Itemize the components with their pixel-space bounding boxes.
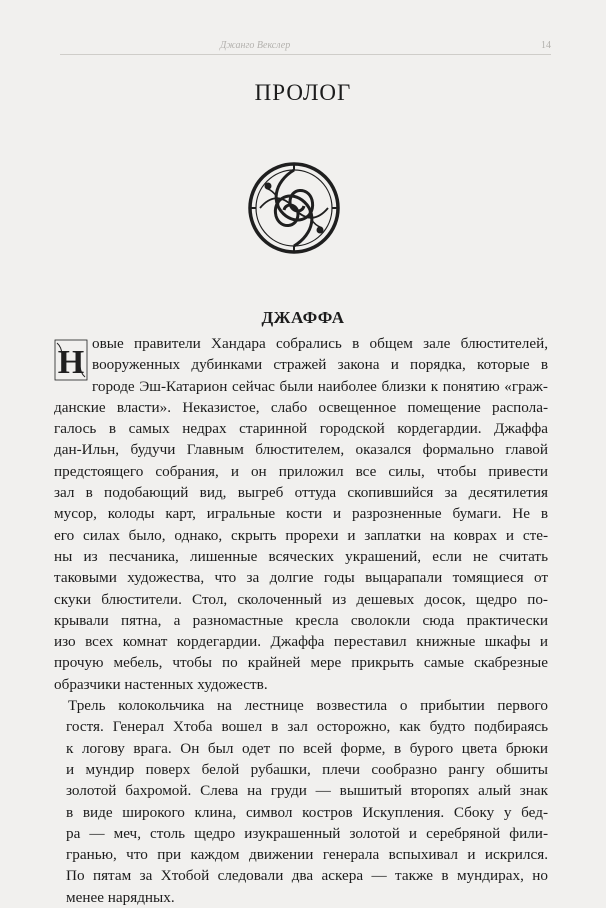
text-line: в виде широкого клина, символ костров Искупления. Сбоку у бед- bbox=[66, 803, 548, 821]
text-line: скуки блюстители. Стол, сколоченный из дешевых досок, щедро по- bbox=[54, 590, 548, 608]
text-line: предстоящего собрания, и он приложил все силы, чтобы привести bbox=[54, 462, 548, 480]
page-number: 14 bbox=[541, 40, 551, 51]
text-line: По пятам за Хтобой следовали два аскера — также в мундирах, но bbox=[66, 867, 548, 885]
text-line: золотой бахромой. Слева на груди — вышитый второпях алый знак bbox=[66, 782, 548, 800]
ornament-monogram-icon bbox=[246, 160, 342, 256]
text-line: и мундир поверх белой рубашки, плечи сообразно рангу обшиты bbox=[66, 760, 548, 778]
running-header bbox=[60, 40, 551, 54]
text-line: крывали пятна, а разномастные кресла сволокли сюда практически bbox=[54, 611, 548, 629]
text-line: Трель колокольчика на лестнице возвестила о прибытии первого bbox=[68, 697, 548, 715]
text-line: прочую мебель, чтобы по крайней мере прикрыть самые скабрезные bbox=[54, 654, 548, 672]
text-line: зал в подобающий вид, выгреб оттуда скопившийся за десятилетия bbox=[54, 484, 548, 502]
text-line: таковыми художества, что за долгие годы выцарапали томящиеся от bbox=[54, 569, 548, 587]
running-header-title: Джанго Векслер bbox=[220, 40, 291, 51]
text-line: его силах было, однако, скрыть прорехи и заплатки на коврах и сте- bbox=[54, 526, 548, 544]
text-line: ны из песчаника, лишенные всяческих украшений, если не считать bbox=[54, 547, 548, 565]
header-rule bbox=[60, 54, 551, 55]
body-text bbox=[54, 333, 548, 908]
text-line: ра — меч, столь щедро изукрашенный золотой и серебряной фили- bbox=[66, 824, 548, 842]
text-line: городе Эш-Катарион сейчас были наиболее близки к понятию «граж- bbox=[92, 377, 548, 395]
text-line: изо всех комнат кордегардии. Джаффа переставил книжные шкафы и bbox=[54, 633, 548, 651]
section-title: ДЖАФФА bbox=[261, 308, 345, 327]
chapter-title: ПРОЛОГ bbox=[254, 80, 352, 105]
text-line: вооруженных дубинками стражей закона и порядка, которые в bbox=[92, 356, 548, 374]
text-line: дан-Ильн, будучи Главным блюстителем, оказался формально главой bbox=[54, 441, 548, 459]
paragraph-2 bbox=[54, 695, 548, 908]
text-line: гранью, что при каждом движении генерала вспыхивал и искрился. bbox=[66, 846, 548, 864]
dropcap-text: Н bbox=[57, 344, 85, 381]
text-line: к логову врага. Он был одет по всей форме, в бурого цвета брюки bbox=[66, 739, 548, 757]
text-line: гостя. Генерал Хтоба вошел в зал осторожно, как будто подбираясь bbox=[66, 718, 548, 736]
text-line: данские власти». Неказистое, слабо освещенное помещение распола- bbox=[54, 398, 548, 416]
text-line: галось в самых недрах старинной городской кордегардии. Джаффа bbox=[54, 420, 548, 438]
text-line: образчики настенных художеств. bbox=[54, 675, 268, 693]
paragraph-1 bbox=[54, 333, 548, 695]
text-line: менее нарядных. bbox=[66, 888, 175, 906]
dropcap-letter bbox=[54, 339, 88, 381]
text-line: овые правители Хандара собрались в общем зале блюстителей, bbox=[92, 335, 548, 352]
text-line: мусор, колоды карт, игральные кости и разрозненные бумаги. Не в bbox=[54, 505, 548, 523]
